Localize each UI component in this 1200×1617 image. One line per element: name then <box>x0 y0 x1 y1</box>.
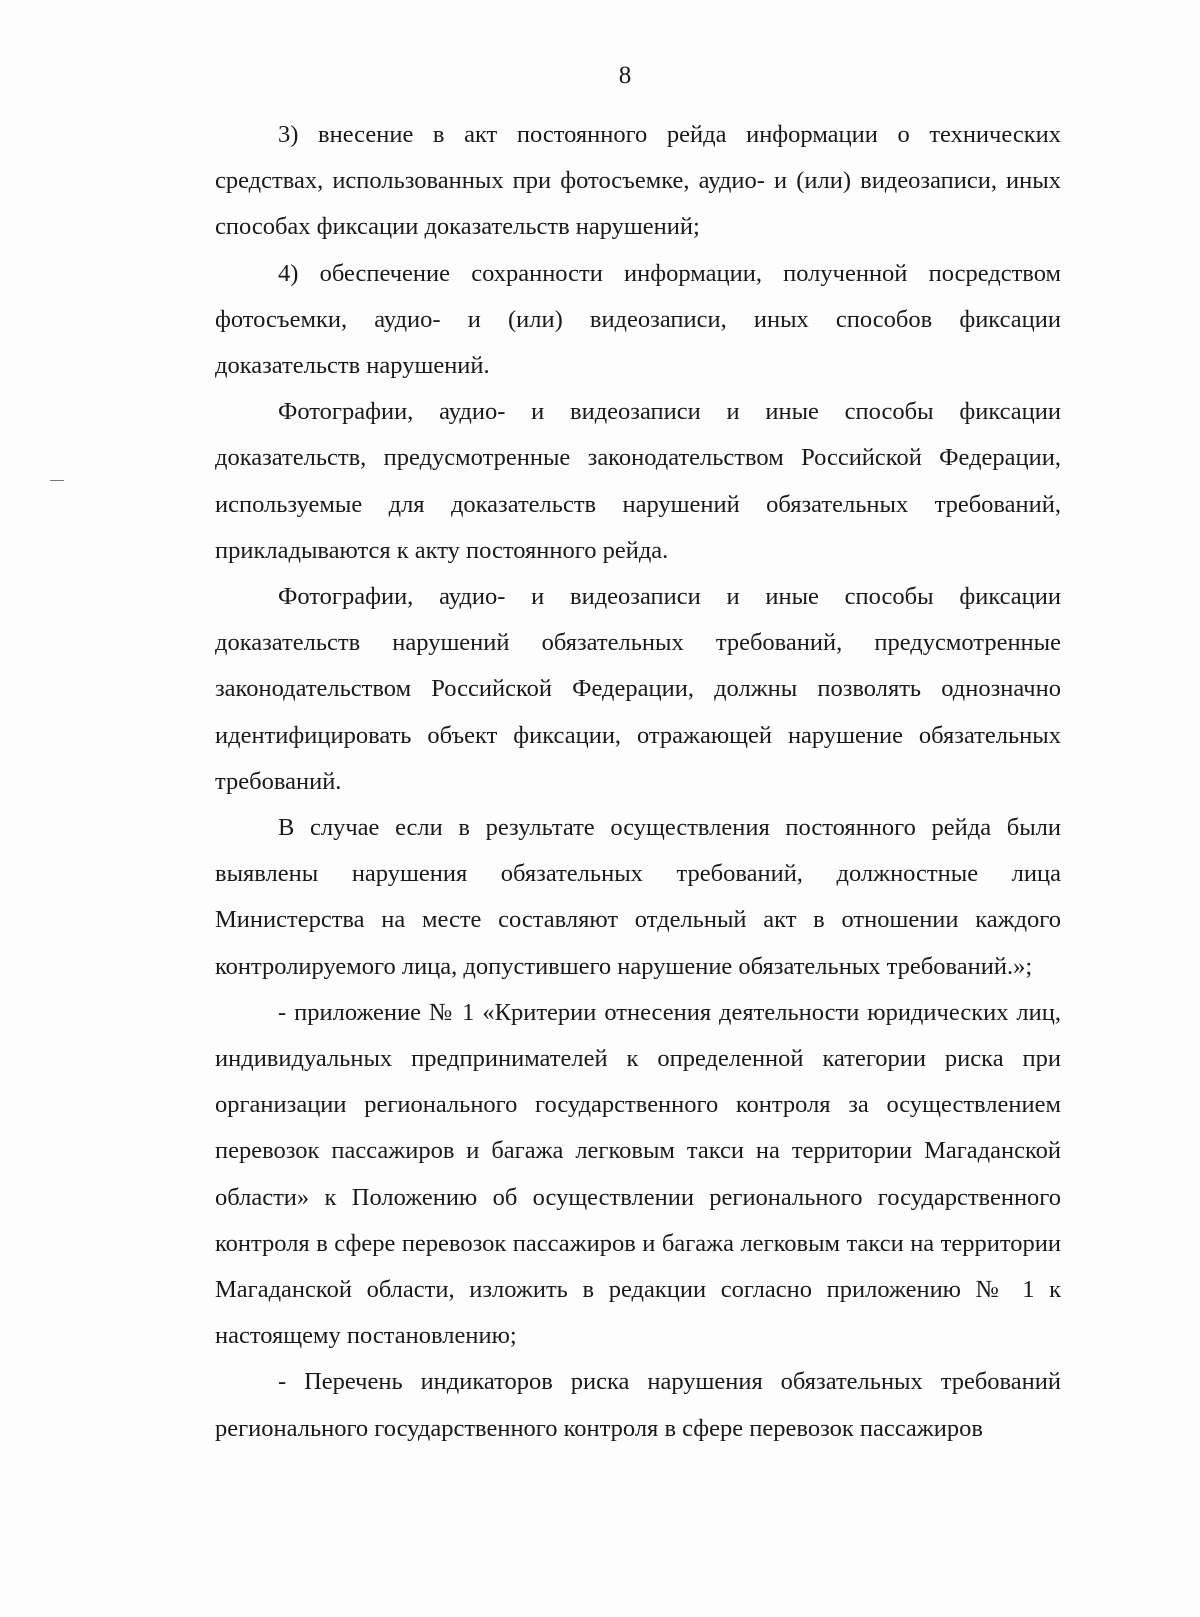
paragraph-item-4: 4) обеспечение сохранности информации, полученной посредством фотосъемки, аудио- и (или) видеозаписи, иных способов фиксации доказательств нарушений. <box>215 259 1061 380</box>
paragraph-item-3: 3) внесение в акт постоянного рейда информации о технических средствах, использованных при фотосъемке, аудио- и (или) видеозаписи, иных способах фиксации доказательств нарушений; <box>215 121 1061 241</box>
page-number: 8 <box>618 62 632 89</box>
document-body <box>215 112 1061 1452</box>
paragraph-appendix-1: - приложение № 1 «Критерии отнесения деятельности юридических лиц, индивидуальных предпринимателей к определенной категории риска при организации регионального государственного контроля за осуществлением перевозок пассажиров и багажа легковым такси на территории Магаданской области» к Положению об осуществлении регионального государственного контроля в сфере перевозок пассажиров и багажа легковым такси на территории Магаданской области, изложить в редакции согласно приложению № 1 к настоящему постановлению; <box>215 998 1061 1350</box>
paragraph-photo-evidence: Фотографии, аудио- и видеозаписи и иные способы фиксации доказательств, предусмотренные законодательством Российской Федерации, используемые для доказательств нарушений обязательных требований, прикладываются к акту постоянного рейда. <box>215 398 1061 564</box>
paragraph-photo-identification: Фотографии, аудио- и видеозаписи и иные способы фиксации доказательств нарушений обязательных требований, предусмотренные законодательством Российской Федерации, должны позволять однозначно идентифицировать объект фиксации, отражающей нарушение обязательных требований. <box>215 583 1061 795</box>
paragraph-risk-indicators: - Перечень индикаторов риска нарушения обязательных требований регионального государственного контроля в сфере перевозок пассажиров <box>215 1368 1061 1442</box>
scan-artifact-mark <box>50 480 64 481</box>
paragraph-violations-act: В случае если в результате осуществления постоянного рейда были выявлены нарушения обязательных требований, должностные лица Министерства на месте составляют отдельный акт в отношении каждого контролируемого лица, допустившего нарушение обязательных требований.»; <box>215 814 1061 980</box>
